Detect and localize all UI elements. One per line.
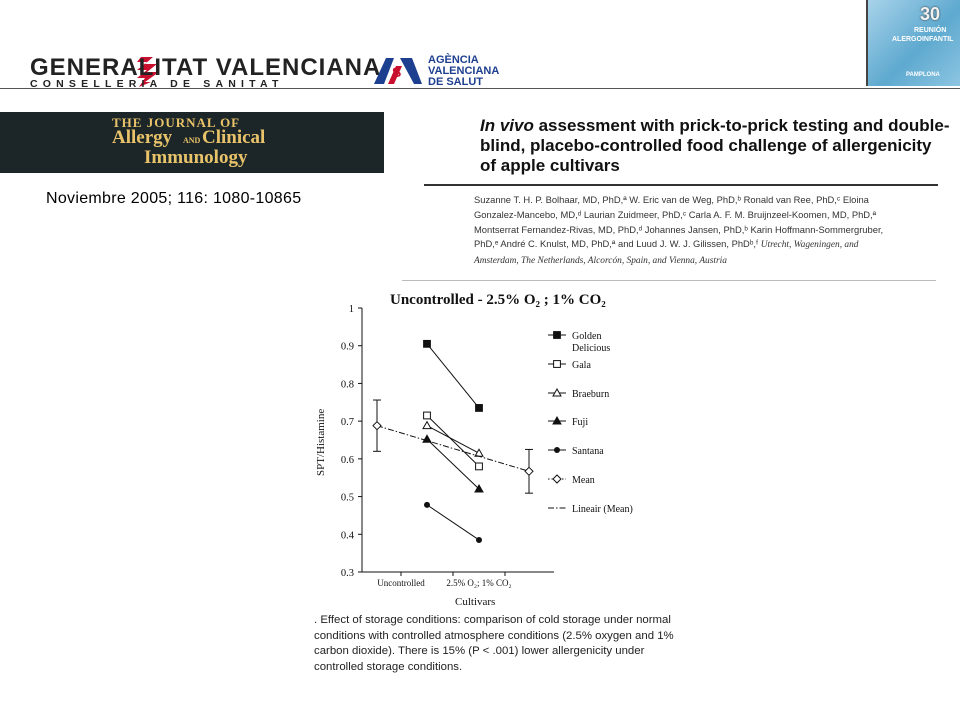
legend-marker — [553, 475, 561, 483]
journal-name-line: Immunology — [144, 147, 248, 168]
legend-marker — [554, 447, 560, 453]
generalitat-name: GENERALITAT VALENCIANA — [30, 54, 382, 81]
y-tick-label: 0.7 — [340, 417, 354, 429]
agencia-line: VALENCIANA — [428, 65, 500, 77]
x-axis-ticks — [377, 572, 511, 588]
series-line — [427, 344, 479, 408]
reunion-label: ALERGOINFANTIL — [892, 36, 954, 43]
y-axis-label: SPT/Histamine — [315, 408, 327, 476]
data-point — [424, 340, 431, 347]
chart-title: Uncontrolled - 2.5% O₂ ; 1% CO₂ — [390, 292, 606, 308]
data-point — [476, 405, 483, 412]
legend-label: Santana — [572, 446, 604, 457]
legend-label — [572, 331, 610, 354]
y-tick-label: 0.6 — [340, 454, 354, 466]
reunion-badge — [866, 0, 960, 86]
figure-caption: . Effect of storage conditions: comparison of cold storage under normal conditions with controlled atmosphere conditions (2.5% oxygen and 1% carbon dioxide). There is 15% (P < .001) lower allergenicity under controlled storage conditions. — [314, 614, 674, 673]
header-banner — [0, 0, 960, 92]
legend-label: Mean — [572, 475, 595, 486]
journal-name-line: Clinical — [202, 127, 266, 148]
author-list — [474, 193, 894, 269]
reunion-label: REUNIÓN — [914, 27, 947, 34]
conselleria-name: CONSELLERIA DE SANITAT — [30, 78, 284, 90]
y-tick-label: 0.5 — [340, 492, 354, 504]
reunion-label: PAMPLONA — [906, 72, 940, 78]
paper-title-rest: assessment with prick-to-prick testing and double-blind, placebo-controlled food challenge of allergenicity of apple cultivars — [480, 116, 950, 175]
authors-names: Suzanne T. H. P. Bolhaar, MD, PhD,ª W. Eric van de Weg, PhD,ᵇ Ronald van Ree, PhD,ᶜ Eloina Gonzalez-Mancebo, MD,ᵈ Laurian Zuidmeer, PhD,ᶜ Carla A. F. M. Bruijnzeel-Koomen, MD, PhD,ª Montserrat Fernandez-Rivas, MD, PhD,ᵈ Johannes Jansen, PhD,ᵇ Karin Hoffmann-Sommergruber, PhD,ᵉ André C. Knulst, MD, PhD,ª and Luud J. W. J. Gilissen, PhDᵇ,ᶠ — [474, 194, 884, 250]
data-point — [424, 502, 430, 508]
x-tick-label: Uncontrolled — [377, 578, 425, 588]
chart-axes — [362, 308, 554, 572]
legend-label-line: Delicious — [572, 343, 611, 354]
series-line — [427, 505, 479, 540]
journal-name-line: Allergy — [112, 127, 173, 148]
legend-label: Braeburn — [572, 389, 610, 400]
y-tick-label: 0.4 — [340, 530, 354, 542]
x-axis-label: Cultivars — [455, 596, 496, 608]
y-tick-label: 0.8 — [340, 379, 354, 391]
citation-text: Noviembre 2005; 116: 1080-10865 — [46, 190, 302, 207]
legend-marker — [554, 361, 561, 368]
legend-label: Lineair (Mean) — [572, 504, 633, 515]
paper-title-italic: In vivo — [480, 116, 534, 135]
chart-legend — [548, 331, 633, 515]
data-point — [476, 537, 482, 543]
legend-label: Fuji — [572, 417, 589, 428]
legend-marker — [554, 332, 561, 339]
y-tick-label: 0.3 — [340, 568, 354, 579]
y-tick-label: 0.9 — [340, 341, 354, 353]
reunion-number: 30 — [920, 4, 941, 24]
y-axis-ticks — [341, 304, 362, 579]
agencia-name — [428, 55, 499, 88]
journal-name-line: AND — [183, 136, 201, 145]
series-line — [427, 415, 479, 466]
data-point — [424, 412, 431, 419]
data-point-mean — [525, 467, 533, 475]
legend-label-line: Golden — [572, 331, 602, 342]
legend-label: Gala — [572, 360, 591, 371]
data-point — [475, 449, 483, 456]
svg-text:S: S — [392, 64, 402, 80]
paper-title — [480, 116, 950, 176]
data-point-mean — [373, 422, 381, 430]
agencia-line: DE SALUT — [428, 76, 483, 88]
agencia-line: AGÈNCIA — [428, 54, 479, 66]
data-point — [476, 463, 483, 470]
series-line — [427, 439, 479, 489]
chart-series — [373, 340, 533, 543]
series-line — [427, 426, 479, 454]
y-tick-label: 1 — [348, 304, 354, 315]
figure — [300, 282, 700, 612]
line-chart — [300, 282, 700, 612]
authors-affiliation: Utrecht, Wageningen, and Amsterdam, The Netherlands, Alcorcón, Spain, and Vienna, Austria — [474, 240, 859, 267]
authors-divider — [402, 280, 936, 281]
data-point — [423, 422, 431, 429]
header-divider — [0, 88, 960, 89]
title-divider — [424, 184, 938, 186]
x-tick-label: 2.5% O₂; 1% CO₂ — [446, 578, 512, 588]
agencia-logo-icon — [372, 54, 426, 86]
journal-name-line: THE JOURNAL OF — [112, 115, 241, 130]
